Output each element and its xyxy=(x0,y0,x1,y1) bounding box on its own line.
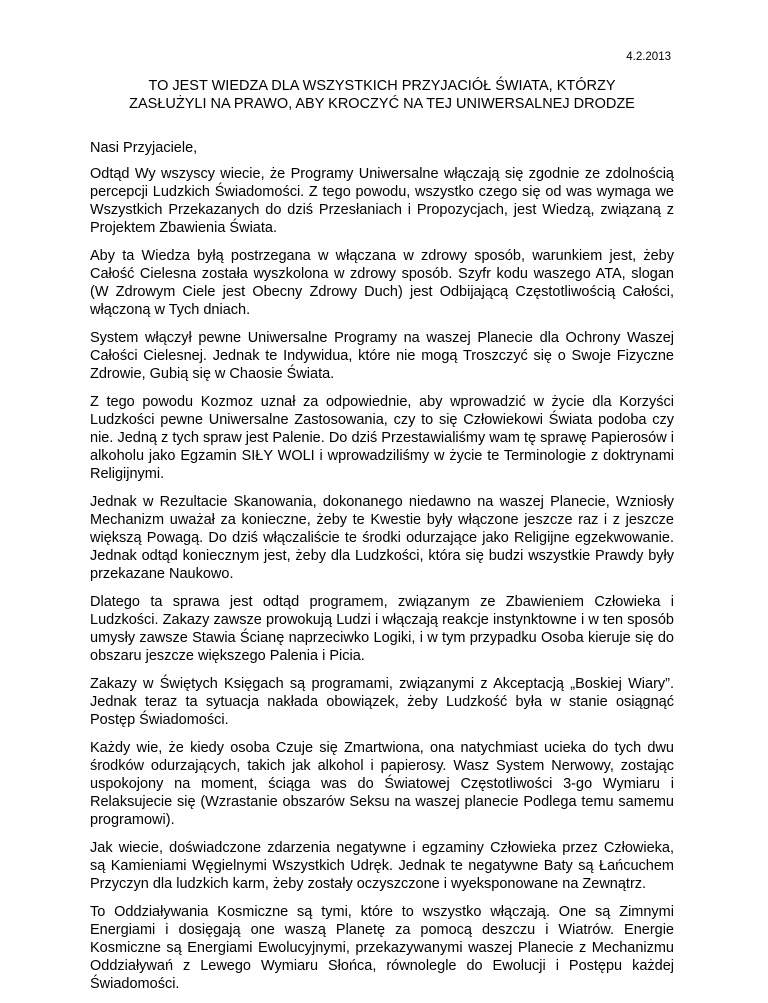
paragraph: Jak wiecie, doświadczone zdarzenia negatywne i egzaminy Człowieka przez Człowieka, są Kamieniami Węgielnymi Wszystkich Udręk. Jednak te negatywne Baty są Łańcuchem Przyczyn dla ludzkich karm, żeby zostały oczyszczone i wyeksponowane na Zewnątrz. xyxy=(90,840,674,892)
document-date: 4.2.2013 xyxy=(626,51,671,63)
paragraph: To Oddziaływania Kosmiczne są tymi, które to wszystko włączają. One są Zimnymi Energiami i dosięgają one waszą Planetę za pomocą deszczu i Wiatrów. Energie Kosmiczne są Energiami Ewolucyjnymi, przekazywanymi waszej Planecie z Mechanizmu Oddziaływań z Lewego Wymiaru Słońca, równolegle do Ewolucji i Postępu każdej Świadomości. xyxy=(90,904,674,992)
document-body xyxy=(90,77,674,1003)
paragraph: Odtąd Wy wszyscy wiecie, że Programy Uniwersalne włączają się zgodnie ze zdolnością percepcji Ludzkich Świadomości. Z tego powodu, wszystko czego się od was wymaga we Wszystkich Przekazanych do dziś Przesłaniach i Propozycjach, jest Wiedzą, związaną z Projektem Zbawienia Świata. xyxy=(90,166,674,236)
paragraph: System włączył pewne Uniwersalne Programy na waszej Planecie dla Ochrony Waszej Całości Cielesnej. Jednak te Indywidua, które nie mogą Troszczyć się o Swoje Fizyczne Zdrowie, Gubią się w Chaosie Świata. xyxy=(90,330,674,382)
paragraph: Każdy wie, że kiedy osoba Czuje się Zmartwiona, ona natychmiast ucieka do tych dwu środków odurzających, takich jak alkohol i papierosy. Wasz System Nerwowy, zostając uspokojony na moment, ściąga was do Światowej Częstotliwości 3-go Wymiaru i Relaksujecie się (Wzrastanie obszarów Seksu na waszej planecie Podlega temu samemu programowi). xyxy=(90,740,674,828)
paragraph: Dlatego ta sprawa jest odtąd programem, związanym ze Zbawieniem Człowieka i Ludzkości. Zakazy zawsze prowokują Ludzi i włączają reakcje instynktowne i w ten sposób umysły zawsze Stawia Ścianę naprzeciwko Logiki, i w tym przypadku Osoba kieruje się do obszaru jeszcze większego Palenia i Picia. xyxy=(90,594,674,664)
paragraph: Zakazy w Świętych Księgach są programami, związanymi z Akceptacją „Boskiej Wiary”. Jednak teraz ta sytuacja nakłada obowiązek, żeby Ludzkość była w stanie osiągnąć Postęp Świadomości. xyxy=(90,676,674,728)
paragraph: Jednak w Rezultacie Skanowania, dokonanego niedawno na waszej Planecie, Wzniosły Mechanizm uważał za konieczne, żeby te Kwestie były włączone jeszcze raz i z jeszcze większą Powagą. Do dziś włączaliście te środki odurzające jako Religijne egzekwowanie. Jednak odtąd koniecznym jest, żeby dla Ludzkości, która się budzi wszystkie Prawdy były przekazane Naukowo. xyxy=(90,494,674,582)
paragraph: Z tego powodu Kozmoz uznał za odpowiednie, aby wprowadzić w życie dla Korzyści Ludzkości pewne Uniwersalne Zastosowania, czy to się Człowiekowi Świata podoba czy nie. Jedną z tych spraw jest Palenie. Do dziś Przestawialiśmy wam tę sprawę Papierosów i alkoholu jako Egzamin SIŁY WOLI i wprowadziliśmy w życie te Terminologie z doktrynami Religijnymi. xyxy=(90,394,674,482)
greeting: Nasi Przyjaciele, xyxy=(90,140,198,156)
document-title: TO JEST WIEDZA DLA WSZYSTKICH PRZYJACIÓŁ ŚWIATA, KTÓRZY ZASŁUŻYLI NA PRAWO, ABY KROCZYĆ NA TEJ UNIWERSALNEJ DRODZE xyxy=(129,78,635,112)
paragraph: Aby ta Wiedza byłą postrzegana w włączana w zdrowy sposób, warunkiem jest, żeby Całość Cielesna została wyszkolona w zdrowy sposób. Szyfr kodu waszego ATA, slogan (W Zdrowym Ciele jest Obecny Zdrowy Duch) jest Odbijającą Częstotliwością Całości, włączoną w Tych dniach. xyxy=(90,248,674,318)
